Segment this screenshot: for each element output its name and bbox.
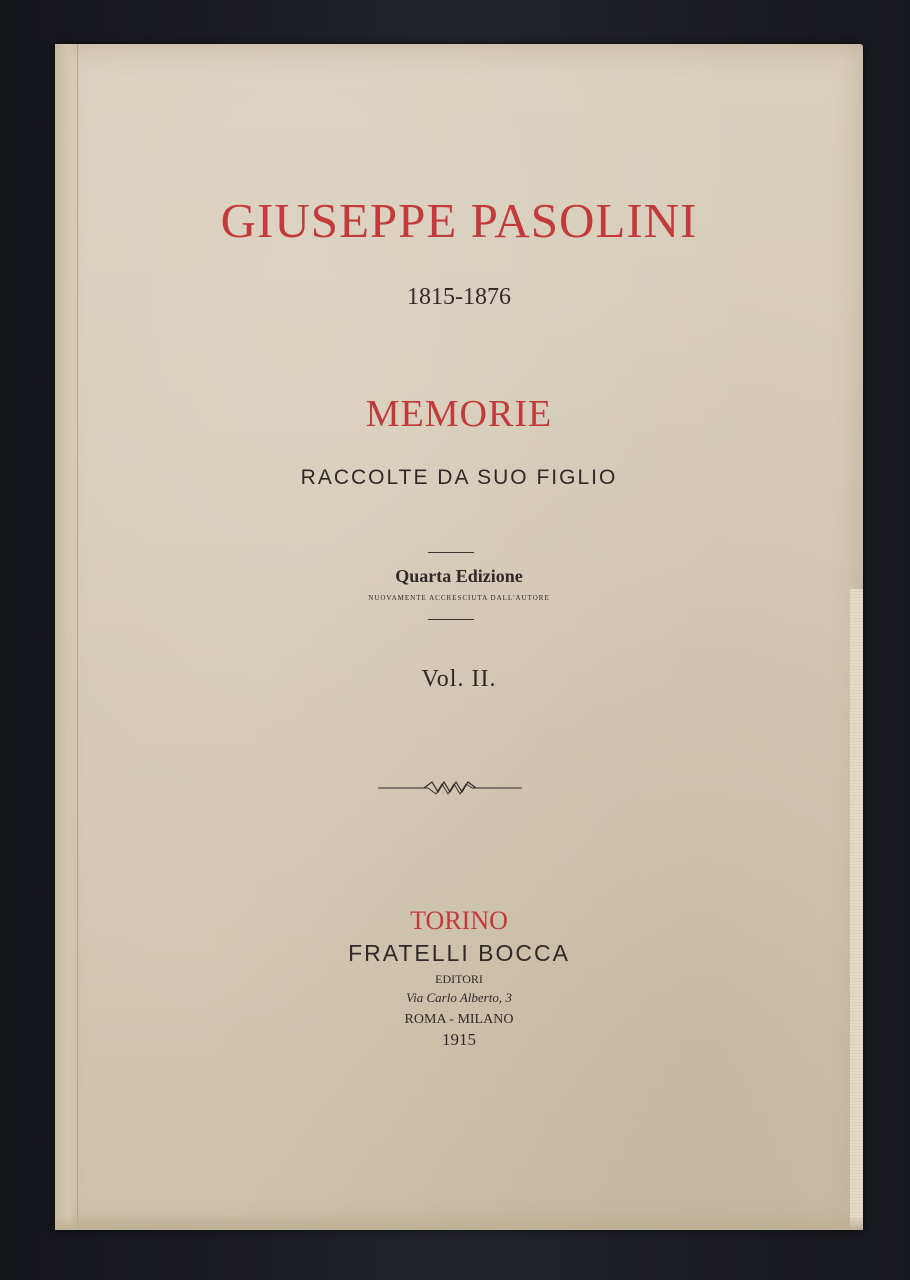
book-subtitle: RACCOLTE DA SUO FIGLIO [300,466,618,489]
book-cover [55,44,863,1230]
volume-label: Vol. II. [421,666,497,692]
bottom-edge [55,1216,863,1230]
publication-city: TORINO [410,906,508,935]
publication-year: 1915 [442,1030,476,1049]
book-title: MEMORIE [365,393,553,435]
other-cities: ROMA - MILANO [404,1012,514,1027]
publisher-role: EDITORI [435,972,483,986]
publisher-address: Via Carlo Alberto, 3 [406,990,512,1005]
divider-top [428,552,474,553]
publisher-name: FRATELLI BOCCA [348,940,570,966]
edition-note: NUOVAMENTE ACCRESCIUTA DALL'AUTORE [368,594,550,602]
author-name: GIUSEPPE PASOLINI [220,193,698,248]
ornament-flourish [378,778,522,798]
edition-label: Quarta Edizione [395,566,523,586]
divider-bottom [428,619,474,620]
author-years: 1815-1876 [407,284,511,310]
